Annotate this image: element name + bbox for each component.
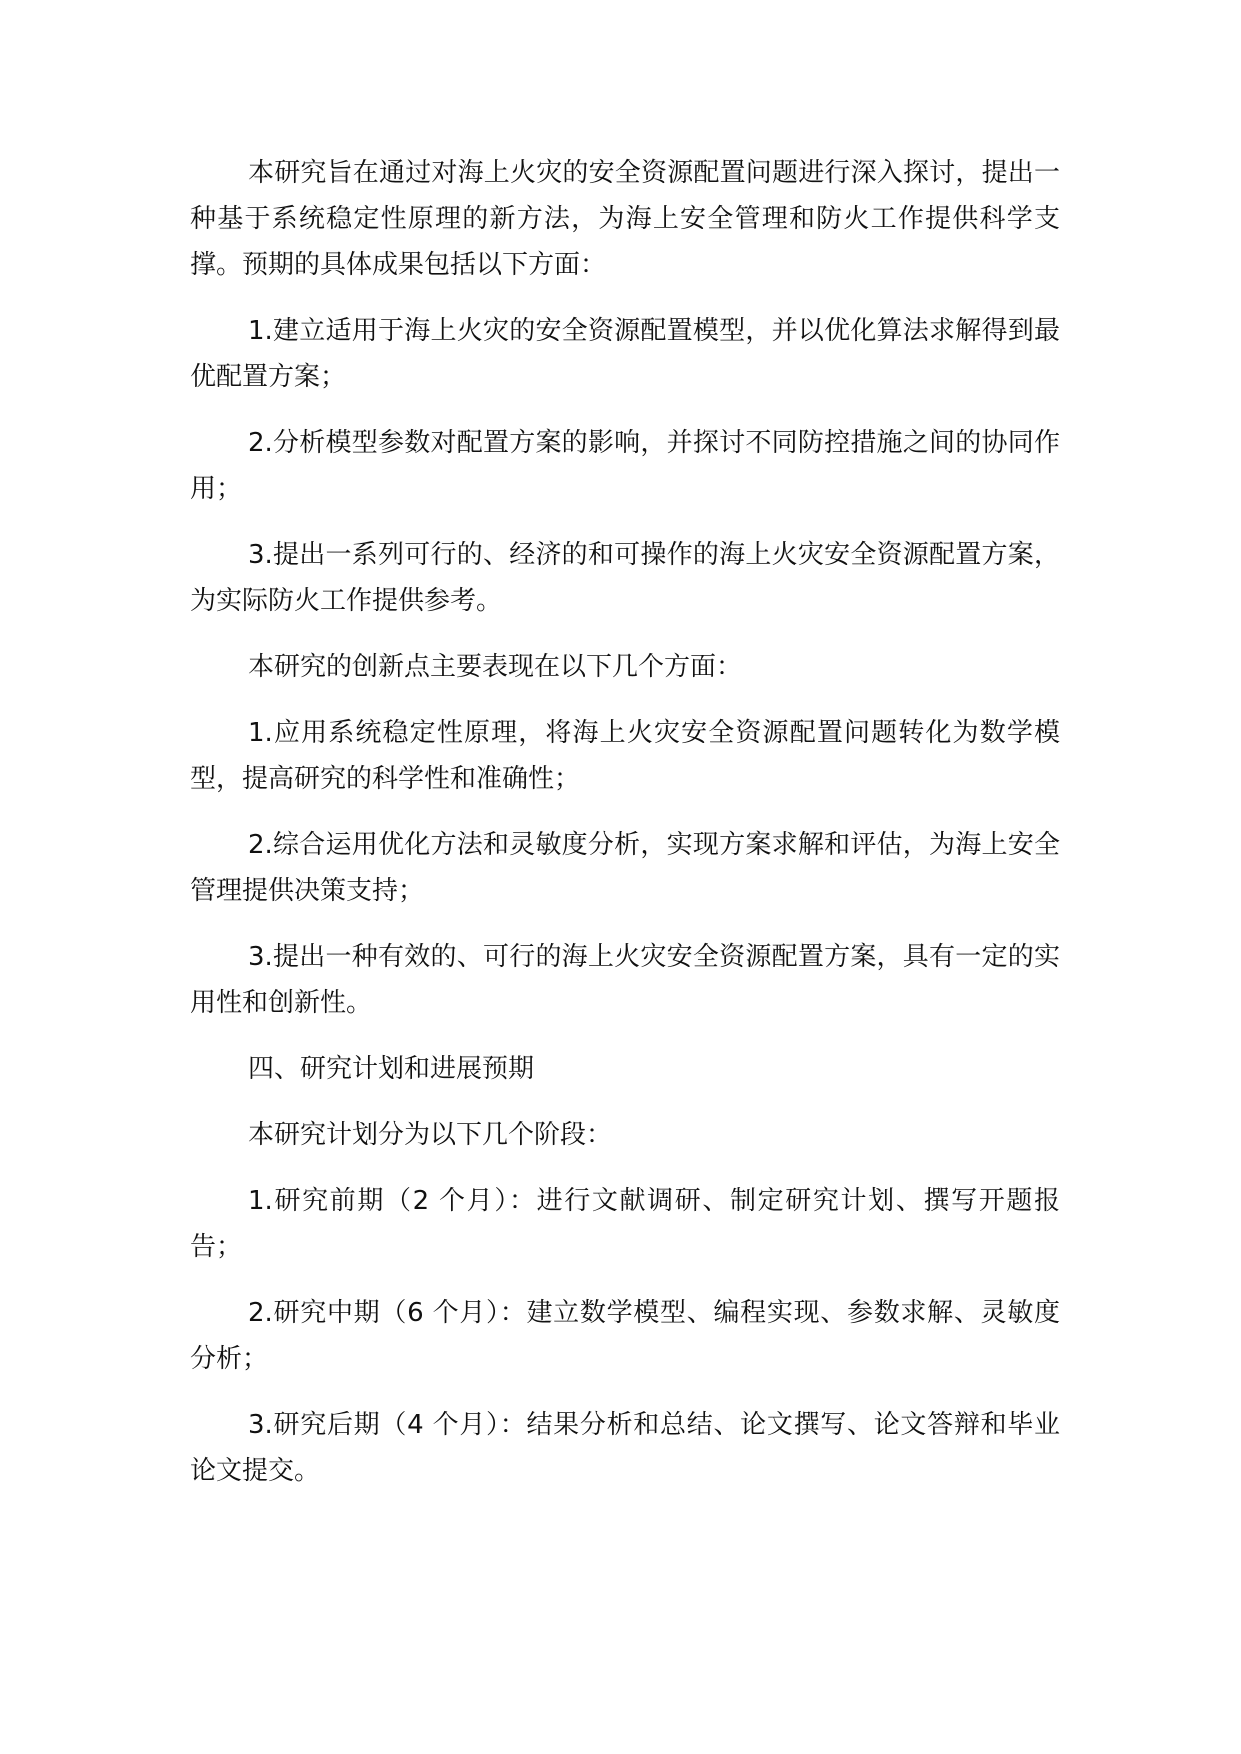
paragraph-innovation-3: 3.提出一种有效的、可行的海上火灾安全资源配置方案，具有一定的实用性和创新性。 [190, 942, 1060, 1018]
paragraph-innovation-2: 2.综合运用优化方法和灵敏度分析，实现方案求解和评估，为海上安全管理提供决策支持； [190, 830, 1060, 906]
paragraph-plan-2: 2.研究中期（6 个月）：建立数学模型、编程实现、参数求解、灵敏度分析； [190, 1298, 1060, 1374]
paragraph-outcome-1: 1.建立适用于海上火灾的安全资源配置模型，并以优化算法求解得到最优配置方案； [190, 316, 1060, 392]
section-heading-plan: 四、研究计划和进展预期 [248, 1054, 535, 1084]
paragraph-intro: 本研究旨在通过对海上火灾的安全资源配置问题进行深入探讨，提出一种基于系统稳定性原理的新方法，为海上安全管理和防火工作提供科学支撑。预期的具体成果包括以下方面： [190, 158, 1060, 280]
paragraph-plan-intro: 本研究计划分为以下几个阶段： [248, 1120, 613, 1150]
paragraph-plan-3: 3.研究后期（4 个月）：结果分析和总结、论文撰写、论文答辩和毕业论文提交。 [190, 1410, 1060, 1486]
paragraph-outcome-3: 3.提出一系列可行的、经济的和可操作的海上火灾安全资源配置方案，为实际防火工作提供参考。 [190, 540, 1060, 616]
paragraph-innovation-1: 1.应用系统稳定性原理，将海上火灾安全资源配置问题转化为数学模型，提高研究的科学性和准确性； [190, 718, 1060, 794]
paragraph-innovation-intro: 本研究的创新点主要表现在以下几个方面： [248, 652, 743, 682]
document-page [190, 150, 1060, 1514]
paragraph-outcome-2: 2.分析模型参数对配置方案的影响，并探讨不同防控措施之间的协同作用； [190, 428, 1060, 504]
paragraph-plan-1: 1.研究前期（2 个月）：进行文献调研、制定研究计划、撰写开题报告； [190, 1186, 1060, 1262]
